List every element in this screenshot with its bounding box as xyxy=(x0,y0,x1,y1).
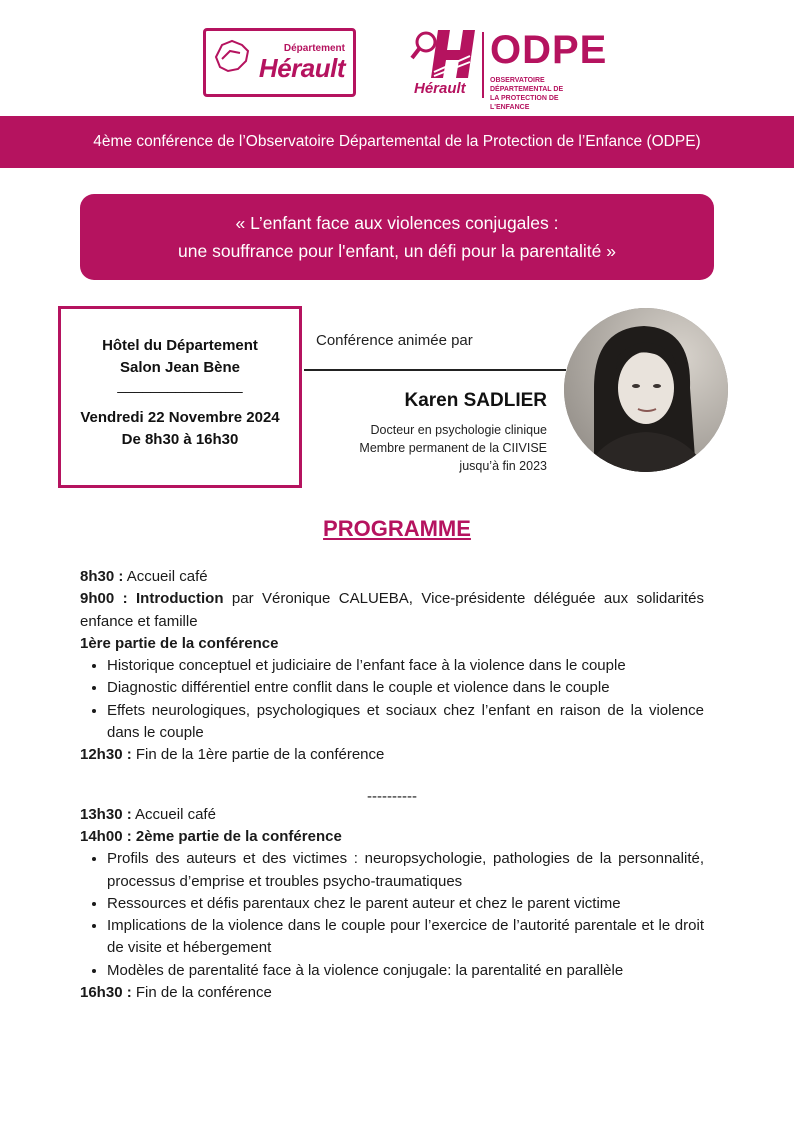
programme-item xyxy=(80,804,704,826)
herault-map-icon xyxy=(212,37,254,77)
list-item: • Modèles de parentalité face à la violence conjugale: la parentalité en parallèle xyxy=(107,960,704,982)
speaker-roles xyxy=(300,421,547,475)
venue-line1: Hôtel du Département xyxy=(102,337,258,354)
programme-body xyxy=(80,566,704,1004)
conference-title-box xyxy=(80,194,714,280)
list-item: • Effets neurologiques, psychologiques et sociaux chez l’enfant en raison de la violence dans le couple xyxy=(107,700,704,745)
programme-text: Accueil café xyxy=(123,568,208,585)
programme-title: PROGRAMME xyxy=(323,516,471,541)
odpe-logo-divider xyxy=(482,32,484,98)
programme-part2-title xyxy=(80,826,704,848)
venue-line2: Salon Jean Bène xyxy=(119,359,241,376)
conference-title-line2: une souffrance pour l'enfant, un défi pour la parentalité » xyxy=(178,241,616,261)
programme-separator: ---------- xyxy=(367,787,417,805)
programme-time: 13h30 : xyxy=(80,805,132,823)
herault-logo-name: Hérault xyxy=(258,53,345,83)
programme-text: Fin de la conférence xyxy=(131,984,272,1002)
programme-text: Accueil café xyxy=(131,805,216,823)
list-item: • Profils des auteurs et des victimes : neuropsychologie, pathologies de la personnalité, processus d’emprise et troubles psycho-traumatiques xyxy=(107,848,704,893)
venue-box xyxy=(58,306,302,488)
herault-logo-dept: Département xyxy=(283,43,345,54)
programme-part-title: 14h00 : 2ème partie de la conférence xyxy=(80,827,342,845)
programme-item xyxy=(80,588,704,633)
programme-part1-title xyxy=(80,633,704,655)
programme-part2-list xyxy=(80,848,704,982)
programme-time: 12h30 : xyxy=(80,746,132,764)
programme-time: 16h30 : xyxy=(80,984,132,1002)
speaker-portrait-icon xyxy=(564,308,728,472)
programme-text: Fin de la 1ère partie de la conférence xyxy=(131,746,385,764)
odpe-logo-subtitle xyxy=(490,76,590,112)
programme-part-title: 1ère partie de la conférence xyxy=(80,634,279,652)
odpe-logo xyxy=(410,28,608,111)
venue-separator: _______________ xyxy=(117,377,243,394)
programme-item xyxy=(80,744,704,766)
venue-date: Vendredi 22 Novembre 2024 xyxy=(80,409,280,426)
herault-department-logo xyxy=(203,28,356,97)
odpe-logo-sub2: LA PROTECTION DE L'ENFANCE xyxy=(490,95,559,111)
programme-item xyxy=(80,982,704,1004)
speaker-divider xyxy=(304,369,566,371)
list-item: • Implications de la violence dans le couple pour l’exercice de l’autorité parentale et le droit de visite et hébergement xyxy=(107,915,704,960)
odpe-logo-herault: Hérault xyxy=(414,80,466,97)
speaker-role3: jusqu’à fin 2023 xyxy=(459,459,547,473)
programme-time: 8h30 : xyxy=(80,568,124,585)
list-item: • Diagnostic différentiel entre conflit dans le couple et violence dans le couple xyxy=(107,677,704,699)
programme-text: par Véronique CALUEBA, Vice-présidente déléguée aux solidarités enfance et famille xyxy=(80,590,705,630)
speaker-name: Karen SADLIER xyxy=(404,390,547,411)
speaker-photo xyxy=(564,308,728,472)
speaker-intro: Conférence animée par xyxy=(316,332,473,349)
odpe-logo-sub1: OBSERVATOIRE DÉPARTEMENTAL DE xyxy=(490,77,564,93)
conference-banner: 4ème conférence de l’Observatoire Départemental de la Protection de l’Enfance (ODPE) xyxy=(0,116,794,168)
programme-item xyxy=(80,566,704,588)
venue-time: De 8h30 à 16h30 xyxy=(121,431,239,448)
speaker-role1: Docteur en psychologie clinique xyxy=(370,423,547,437)
programme-part1-list xyxy=(80,655,704,744)
odpe-logo-acronym: ODPE xyxy=(490,28,608,72)
speaker-role2: Membre permanent de la CIIVISE xyxy=(359,441,547,455)
programme-time: 9h00 : Introduction xyxy=(80,590,224,608)
list-item: • Historique conceptuel et judiciaire de l’enfant face à la violence dans le couple xyxy=(107,655,704,677)
list-item: • Ressources et défis parentaux chez le parent auteur et chez le parent victime xyxy=(107,893,704,915)
conference-title-line1: « L’enfant face aux violences conjugales : xyxy=(235,213,559,233)
